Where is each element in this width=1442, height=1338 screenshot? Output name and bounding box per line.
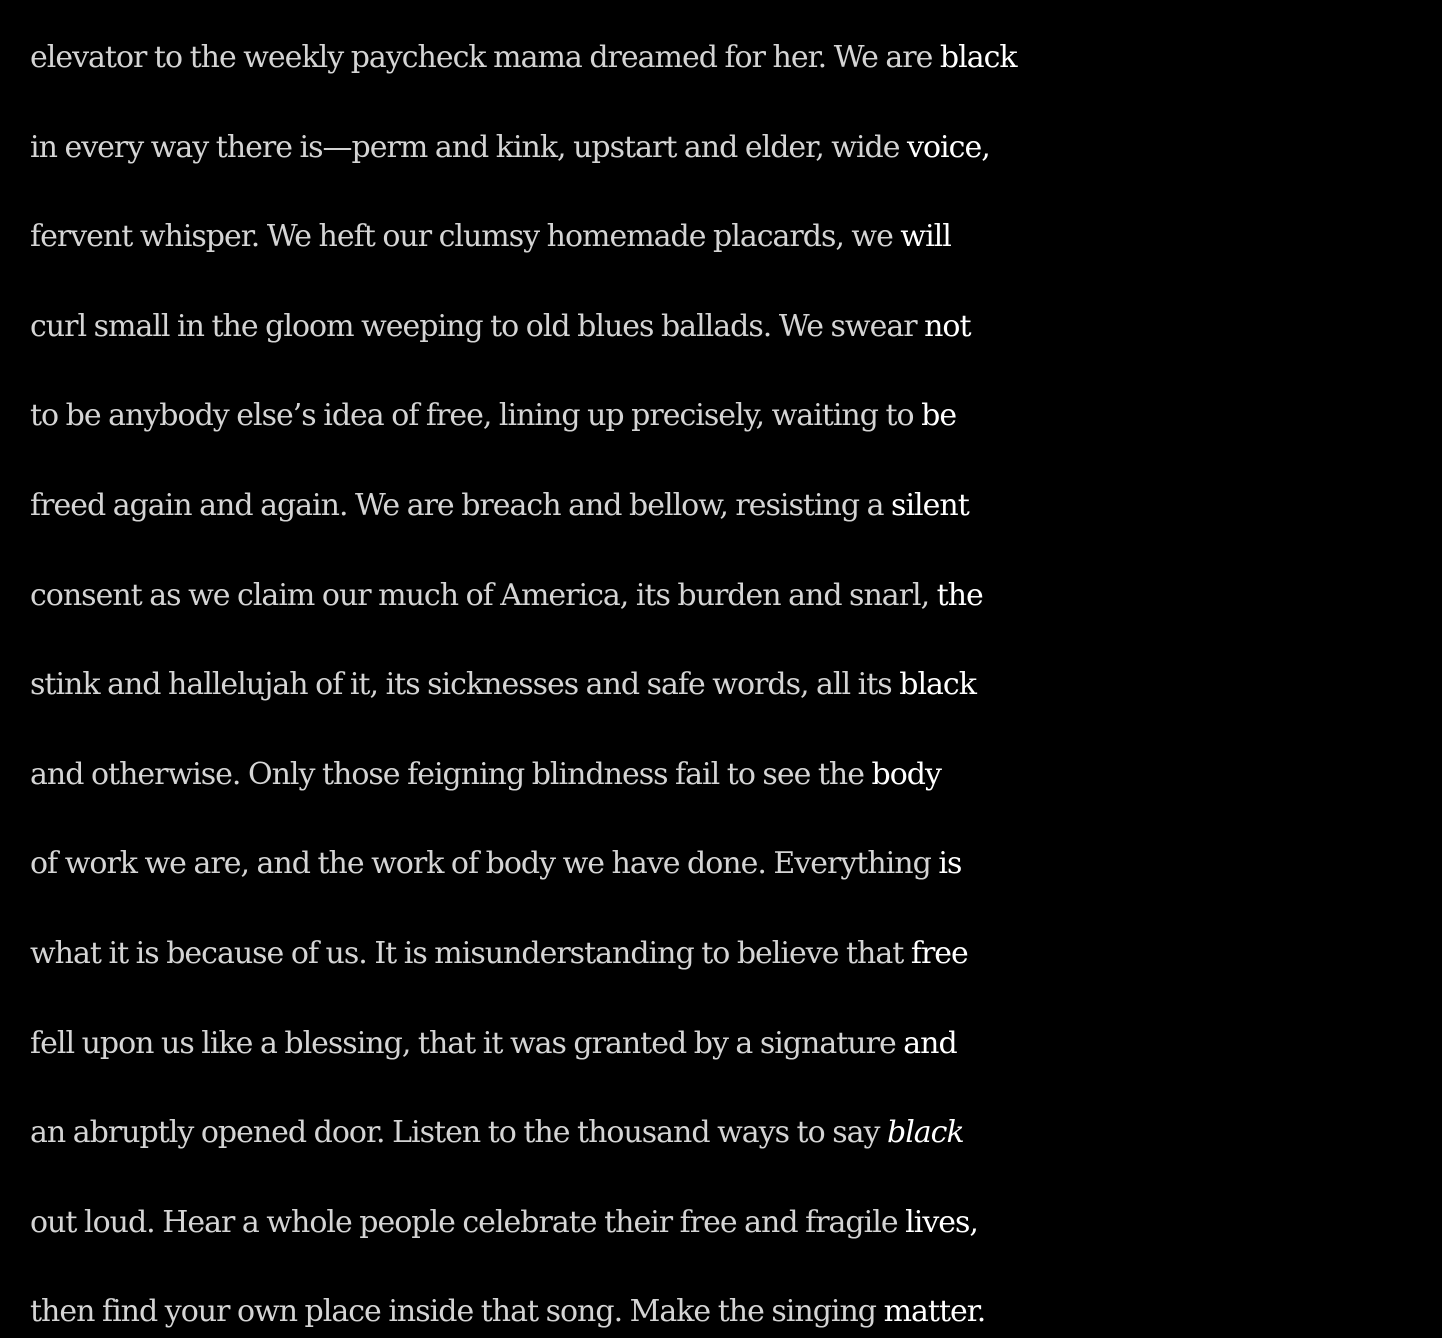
line-text: to be anybody else’s idea of free, lining up precisely, waiting to xyxy=(30,398,922,434)
line-end-word: is xyxy=(938,846,962,882)
poem-line-9 xyxy=(30,730,1442,820)
line-text: and otherwise. Only those feigning blindness fail to see the xyxy=(30,756,872,792)
line-end-word: free xyxy=(910,935,968,971)
poem-line-6 xyxy=(30,461,1442,551)
poem-line-1 xyxy=(30,13,1442,103)
line-text: out loud. Hear a whole people celebrate their free and fragile xyxy=(30,1204,906,1240)
line-end-word: body xyxy=(871,756,941,792)
line-end-word: voice, xyxy=(907,129,990,165)
line-text: fell upon us like a blessing, that it was granted by a signature xyxy=(30,1025,904,1061)
poem-line-3 xyxy=(30,192,1442,282)
line-end-word: not xyxy=(924,308,971,344)
line-end-word: black xyxy=(939,40,1017,75)
line-end-word: the xyxy=(936,577,983,613)
line-text: an abruptly opened door. Listen to the thousand ways to say xyxy=(30,1115,887,1151)
poem-line-2 xyxy=(30,103,1442,193)
poem-line-11 xyxy=(30,909,1442,999)
line-text: then find your own place inside that song. Make the singing xyxy=(30,1294,884,1330)
line-end-word: and xyxy=(903,1025,957,1061)
line-end-word: silent xyxy=(891,487,969,523)
poem-line-13 xyxy=(30,1088,1442,1178)
line-text: curl small in the gloom weeping to old blues ballads. We swear xyxy=(30,308,925,344)
poem-line-10 xyxy=(30,819,1442,909)
poem-line-5 xyxy=(30,371,1442,461)
line-text: what it is because of us. It is misunderstanding to believe that xyxy=(30,935,911,971)
line-text: freed again and again. We are breach and bellow, resisting a xyxy=(30,487,892,523)
poem-line-4 xyxy=(30,282,1442,372)
line-end-word: matter. xyxy=(883,1294,986,1330)
line-end-word: black xyxy=(899,667,976,703)
line-text: stink and hallelujah of it, its sicknesses and safe words, all its xyxy=(30,667,900,703)
poem-line-12 xyxy=(30,999,1442,1089)
line-text: elevator to the weekly paycheck mama dreamed for her. We are xyxy=(30,40,940,75)
poem-line-14 xyxy=(30,1178,1442,1268)
line-text: consent as we claim our much of America, its burden and snarl, xyxy=(30,577,937,613)
line-end-word: lives, xyxy=(905,1204,978,1240)
line-text: in every way there is—perm and kink, upstart and elder, wide xyxy=(30,129,908,165)
line-text: fervent whisper. We heft our clumsy homemade placards, we xyxy=(30,219,901,255)
poem-line-7 xyxy=(30,551,1442,641)
line-end-word: be xyxy=(921,398,957,434)
line-text: of work we are, and the work of body we have done. Everything xyxy=(30,846,939,882)
line-end-word-italic: black xyxy=(886,1115,964,1151)
poem-line-8 xyxy=(30,640,1442,730)
poem-line-15 xyxy=(30,1267,1442,1338)
line-end-word: will xyxy=(900,219,951,255)
